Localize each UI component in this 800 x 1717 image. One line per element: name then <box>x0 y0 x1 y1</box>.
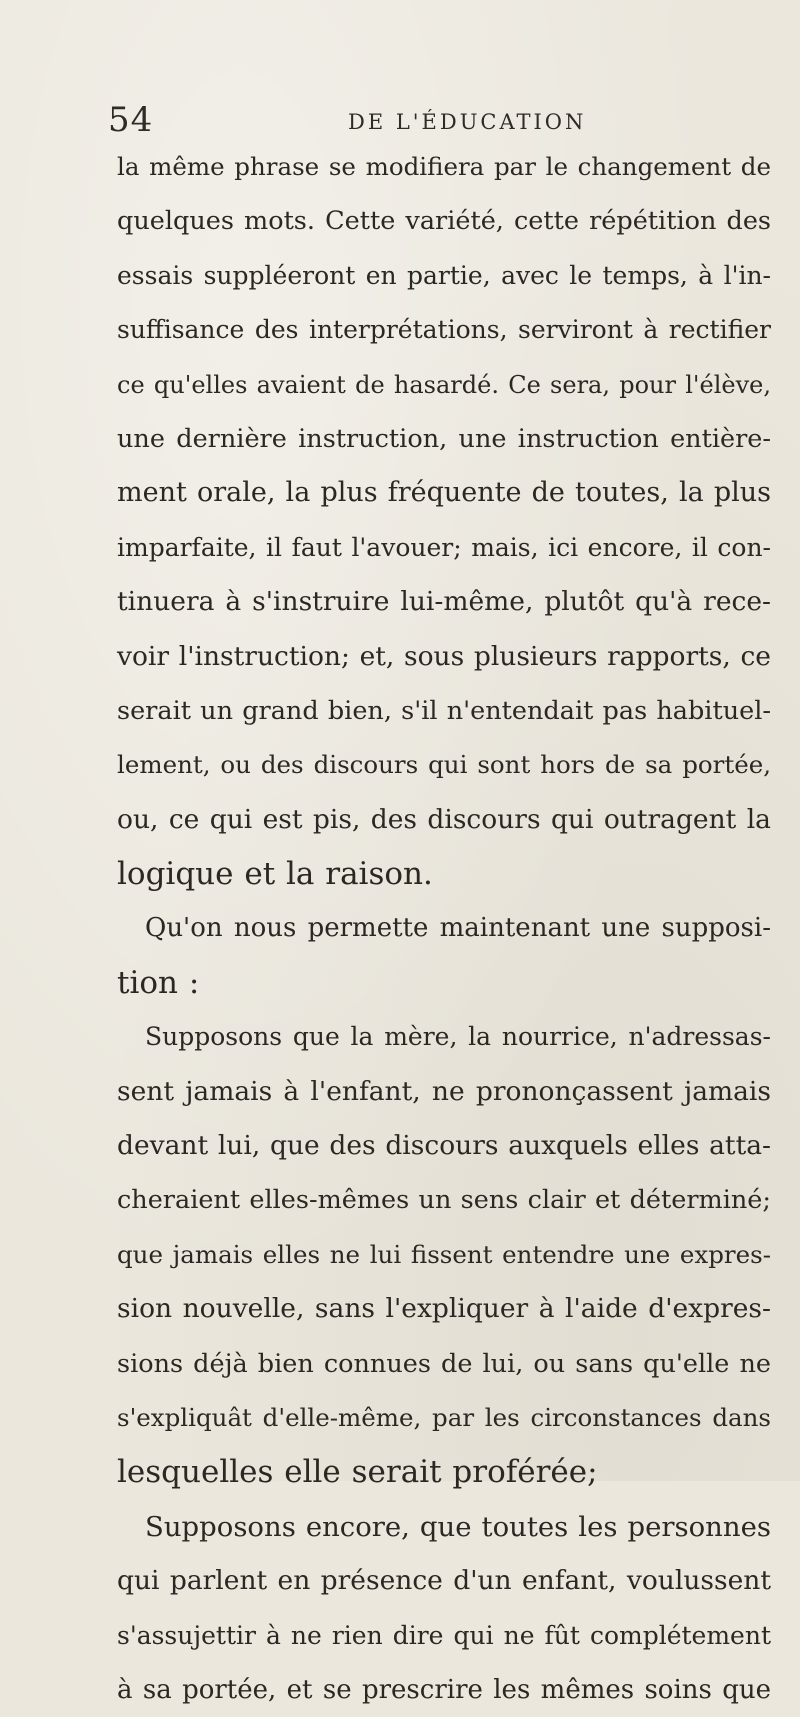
text-line: voir l'instruction; et, sous plusieurs rapports, ce <box>117 640 771 672</box>
text-line: sions déjà bien connues de lui, ou sans qu'elle ne <box>117 1348 771 1379</box>
text-line: à sa portée, et se prescrire les mêmes soins que <box>117 1674 771 1705</box>
text-line: sent jamais à l'enfant, ne prononçassent jamais <box>117 1075 771 1107</box>
running-title: DE L'ÉDUCATION <box>348 110 587 134</box>
text-line: essais suppléeront en partie, avec le temps, à l'in- <box>117 260 771 290</box>
text-line: s'assujettir à ne rien dire qui ne fût complétement <box>117 1620 771 1650</box>
page-number: 54 <box>108 100 154 140</box>
text-line: sion nouvelle, sans l'expliquer à l'aide d'expres- <box>117 1293 771 1325</box>
paragraph-start-line: Supposons encore, que toutes les personnes <box>145 1510 771 1543</box>
running-head <box>108 100 740 140</box>
text-line: devant lui, que des discours auxquels elles atta- <box>117 1130 771 1162</box>
paragraph-start-line: Supposons que la mère, la nourrice, n'adressas- <box>145 1022 771 1052</box>
text-line: ment orale, la plus fréquente de toutes, la plus <box>117 477 771 509</box>
text-line: imparfaite, il faut l'avouer; mais, ici encore, il con- <box>117 532 771 562</box>
text-line: une dernière instruction, une instruction entière- <box>117 423 771 454</box>
text-line: suffisance des interprétations, serviront à rectifier <box>117 315 771 345</box>
paragraph-end-line: lesquelles elle serait proférée; <box>117 1454 598 1491</box>
text-line: lement, ou des discours qui sont hors de sa portée, <box>117 750 771 780</box>
text-line: quelques mots. Cette variété, cette répétition des <box>117 206 771 237</box>
text-line: s'expliquât d'elle-même, par les circonstances dans <box>117 1402 771 1432</box>
paragraph-end-line: tion : <box>117 964 200 1001</box>
paragraph-end-line: logique et la raison. <box>117 856 433 893</box>
text-line: ce qu'elles avaient de hasardé. Ce sera, pour l'élève, <box>117 370 771 399</box>
text-line: la même phrase se modifiera par le changement de <box>117 152 771 181</box>
body-text <box>117 140 771 1717</box>
text-line: qui parlent en présence d'un enfant, voulussent <box>117 1565 771 1597</box>
text-line: ou, ce qui est pis, des discours qui outragent la <box>117 803 771 835</box>
paragraph-start-line: Qu'on nous permette maintenant une supposi- <box>145 913 771 944</box>
text-line: cheraient elles-mêmes un sens clair et déterminé; <box>117 1185 771 1216</box>
text-line: serait un grand bien, s'il n'entendait pas habituel- <box>117 695 771 726</box>
text-line: tinuera à s'instruire lui-même, plutôt qu'à rece- <box>117 586 771 618</box>
text-line: que jamais elles ne lui fissent entendre une expres- <box>117 1239 771 1269</box>
